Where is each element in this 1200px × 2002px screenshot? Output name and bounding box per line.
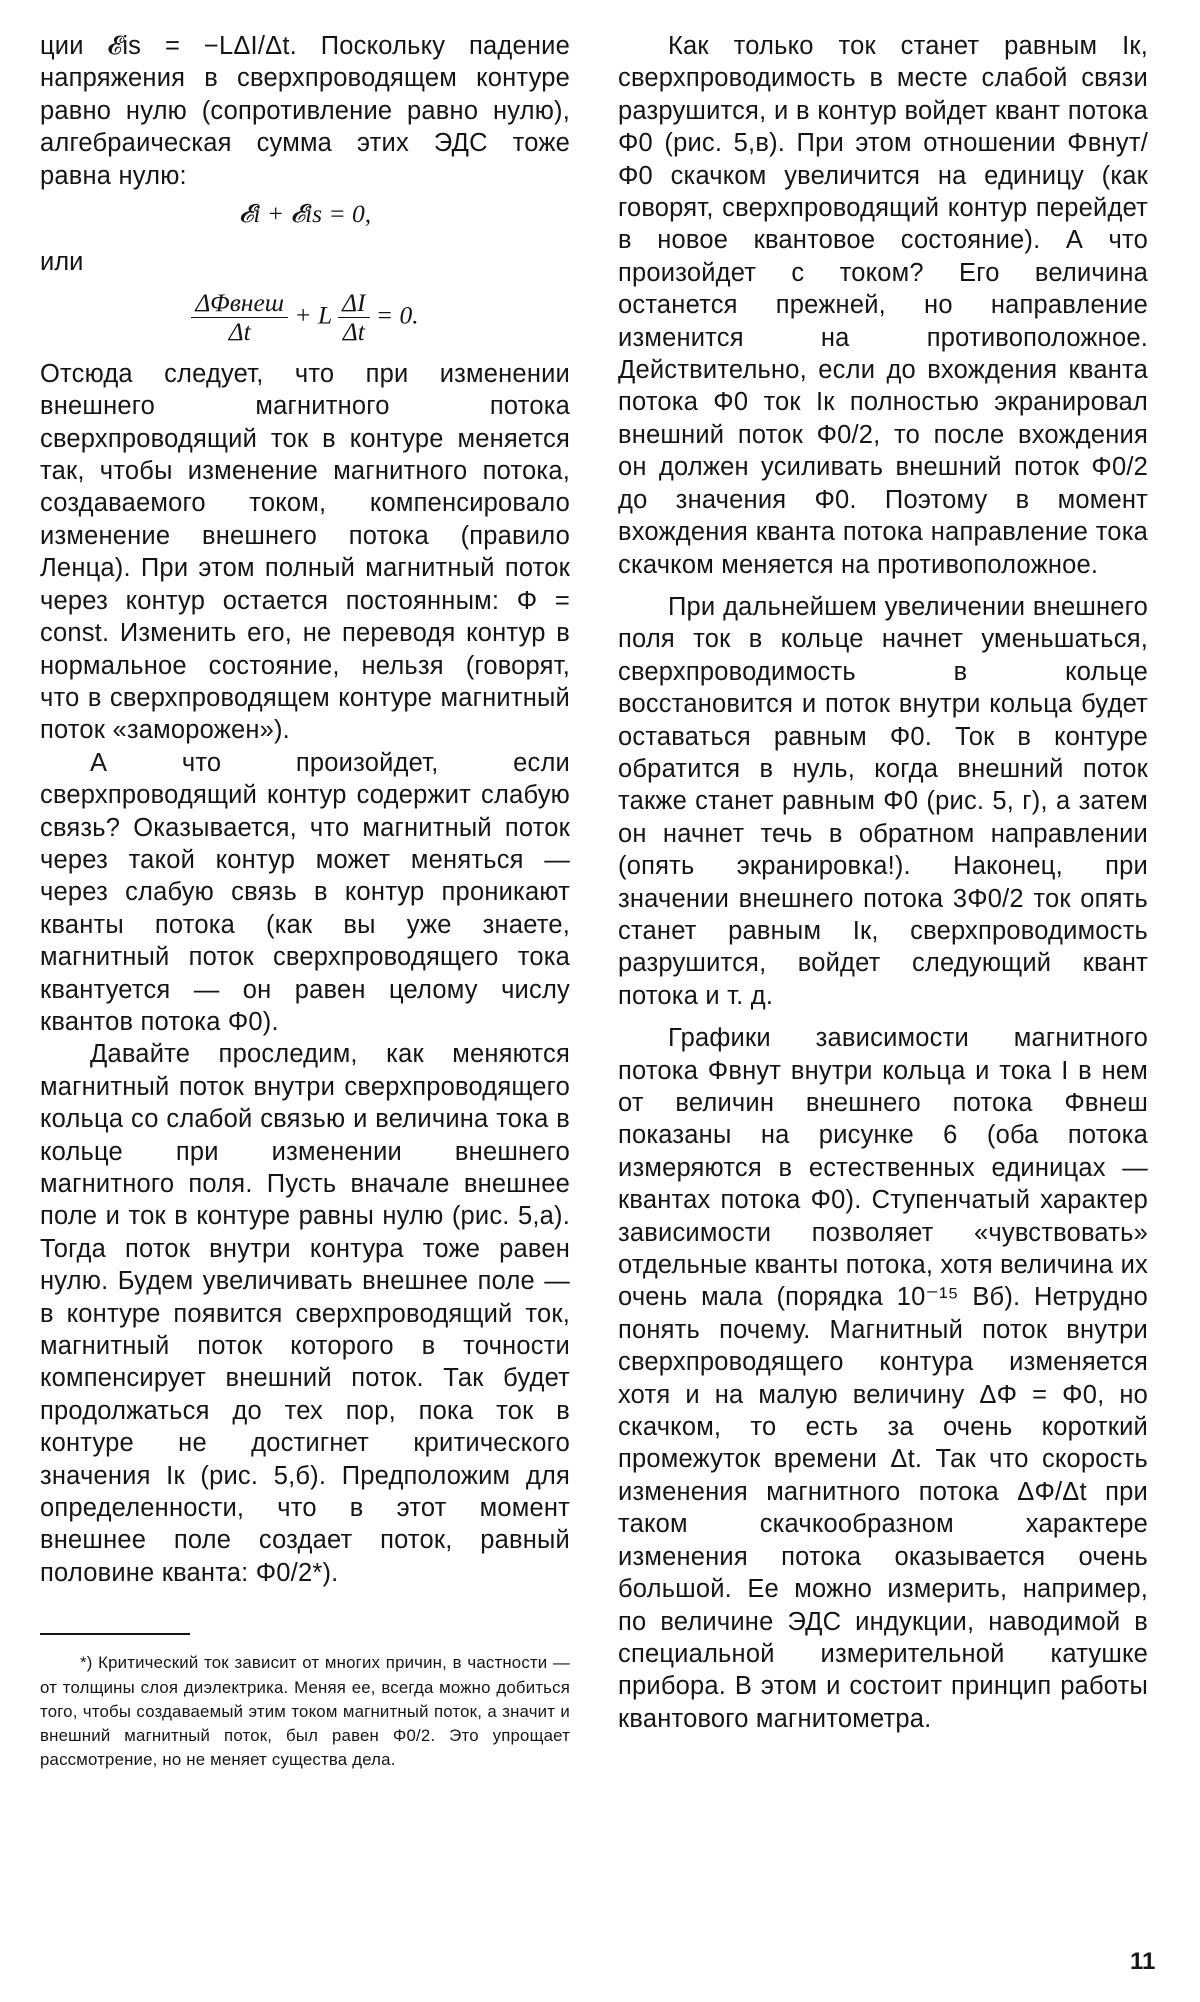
paragraph: А что произойдет, если сверхпроводящий контур содержит слабую связь? Оказывается, что магнитный поток через такой контур может меняться — через слабую связь в контур проникают кванты потока (как вы уже знаете, магнитный поток сверхпроводящего тока квантуется — он равен целому числу квантов потока Φ0). (40, 748, 570, 1036)
formula-emf-sum: 𝓔i + 𝓔is = 0, (238, 199, 372, 229)
fraction-denominator: Δt (342, 316, 365, 346)
fraction-numerator: ΔΦвнеш (191, 289, 288, 318)
footnote-text: *) Критический ток зависит от многих причин, в частности — от толщины слоя диэлектрика. Меняя ее, всегда можно добиться того, чтобы создаваемый этим током магнитный поток, а значит и внешний магнитный поток, был равен Φ0/2. Это упрощает рассмотрение, но не меняет существа дела. (40, 1653, 570, 1770)
formula-operator: + L (294, 300, 332, 330)
fraction (338, 289, 369, 346)
formula-equals: = 0. (375, 300, 419, 330)
paragraph: Давайте проследим, как меняются магнитный поток внутри сверхпроводящего кольца со слабой связью и величина тока в кольце при изменении внешнего магнитного поля. Пусть вначале внешнее поле и ток в контуре равны нулю (рис. 5,а). Тогда поток внутри контура тоже равен нулю. Будем увеличивать внешнее поле — в контуре появится сверхпроводящий ток, магнитный поток которого в точности компенсирует внешний поток. Так будет продолжаться до тех пор, пока ток в контуре не достигнет критического значения Iк (рис. 5,б). Предположим для определенности, что в этот момент внешнее поле создает поток, равный половине кванта: Φ0/2*). (40, 1040, 570, 1587)
fraction (191, 289, 288, 346)
paragraph: ции 𝓔is = −LΔI/Δt. Поскольку падение напряжения в сверхпроводящем контуре равно нулю (сопротивление равно нулю), алгебраическая сумма этих ЭДС тоже равна нулю: (40, 32, 570, 190)
paragraph: Как только ток станет равным Iк, сверхпроводимость в месте слабой связи разрушится, и в контур войдет квант потока Φ0 (рис. 5,в). При этом отношении Φвнут/Φ0 скачком увеличится на единицу (как говорят, сверхпроводящий контур перейдет в новое квантовое состояние). А что произойдет с током? Его величина останется прежней, но направление изменится на противоположное. Действительно, если до вхождения кванта потока Φ0 ток Iк полностью экранировал внешний поток Φ0/2, то после вхождения он должен усиливать внешний поток Φ0/2 до значения Φ0. Поэтому в момент вхождения кванта потока направление тока скачком меняется на противоположное. (618, 32, 1148, 579)
connector-word: или (40, 248, 84, 277)
paragraph: При дальнейшем увеличении внешнего поля ток в кольце начнет уменьшаться, сверхпроводимость в кольце восстановится и поток внутри кольца будет оставаться равным Φ0. Ток в контуре обратится в нуль, когда внешний поток также станет равным Φ0 (рис. 5, г), а затем он начнет течь в обратном направлении (опять экранировка!). Наконец, при значении внешнего потока 3Φ0/2 ток опять станет равным Iк, сверхпроводимость разрушится, войдет следующий квант потока и т. д. (618, 592, 1148, 1010)
page-number: 11 (1130, 1948, 1156, 1975)
formula-flux-balance (40, 289, 570, 346)
left-column (40, 30, 570, 1773)
paragraph: Отсюда следует, что при изменении внешнего магнитного потока сверхпроводящий ток в контуре меняется так, чтобы изменение магнитного потока, создаваемого током, компенсировало изменение внешнего потока (правило Ленца). При этом полный магнитный поток через контур остается постоянным: Φ = const. Изменить его, не переводя контур в нормальное состояние, нельзя (говорят, что в сверхпроводящем контуре магнитный поток «заморожен»). (40, 359, 570, 745)
fraction-numerator: ΔI (338, 289, 369, 318)
fraction-denominator: Δt (228, 316, 251, 346)
footnote (40, 1651, 570, 1772)
right-column (618, 30, 1148, 1735)
paragraph: Графики зависимости магнитного потока Φвнут внутри кольца и тока I в нем от величин внешнего потока Φвнеш показаны на рисунке 6 (оба потока измеряются в естественных единицах — квантах потока Φ0). Ступенчатый характер зависимости позволяет «чувствовать» отдельные кванты потока, хотя величина их очень мала (порядка 10⁻¹⁵ Вб). Нетрудно понять почему. Магнитный поток внутри сверхпроводящего контура изменяется хотя и на малую величину ΔΦ = Φ0, но скачком, то есть за очень короткий промежуток времени Δt. Так что скорость изменения магнитного потока ΔΦ/Δt при таком скачкообразном характере изменения потока оказывается очень большой. Ее можно измерить, например, по величине ЭДС индукции, наводимой в специальной измерительной катушке прибора. В этом и состоит принцип работы квантового магнитометра. (618, 1024, 1148, 1733)
footnote-divider (40, 1633, 190, 1635)
